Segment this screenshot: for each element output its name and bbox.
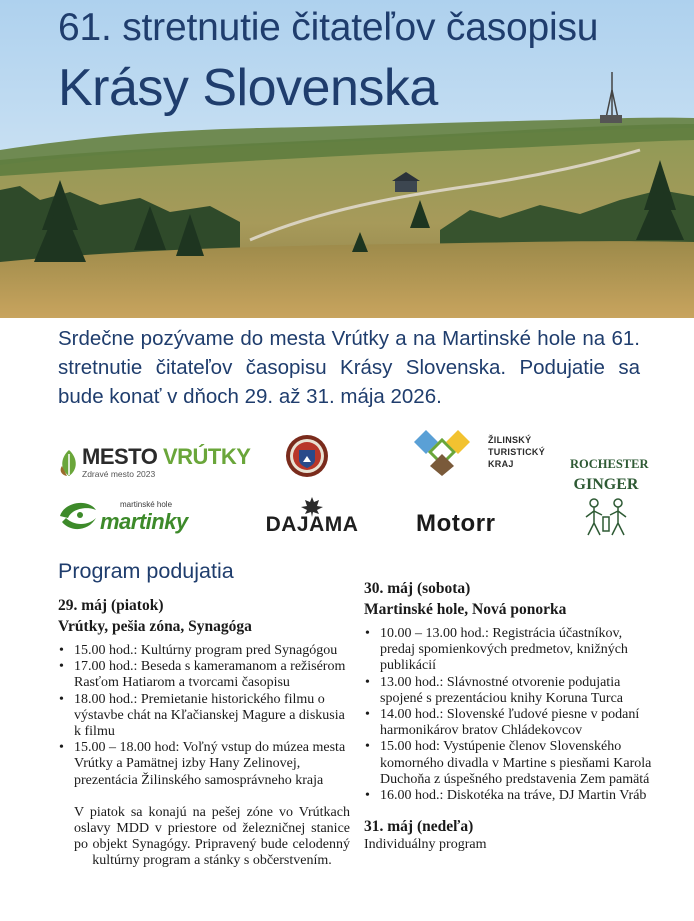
zilina-logo-text: ŽILINSKÝ TURISTICKÝ KRAJ (488, 435, 545, 469)
list-item: • 14.00 hod.: Slovenské ľudové piesne v podaní harmonikárov bratov Chládekovcov (364, 707, 660, 739)
rochester-logo-bottom: GINGER (573, 476, 639, 493)
day2-date: 30. máj (sobota) (364, 580, 471, 597)
list-item: • 13.00 hod.: Slávnostné otvorenie podujatia spojené s prezentáciou knihy Koruna Turca (364, 675, 660, 707)
program-day2-day3 (364, 578, 660, 853)
page-title-line1: 61. stretnutie čitateľov časopisu (58, 6, 599, 49)
day2-list (364, 626, 660, 804)
program-day1 (58, 595, 350, 870)
vrutky-logo-subtitle: Zdravé mesto 2023 (82, 469, 156, 479)
day1-place: Vrútky, pešia zóna, Synagóga (58, 618, 252, 635)
ginger-figures-icon (570, 495, 642, 539)
rochester-logo-top: ROCHESTER (570, 457, 649, 471)
day1-note: V piatok sa konajú na pešej zóne vo Vrútkach oslavy MDD v priestore od železničnej stanice po objekt Synagógy. Pripravený bude celodenný kultúrny program a stánky s občerstvením. (74, 804, 350, 869)
day3-date: 31. máj (nedeľa) (364, 818, 474, 836)
dajama-logo-text: DAJAMA (265, 513, 359, 536)
list-item: • 18.00 hod.: Premietanie historického filmu o výstavbe chát na Kľačianskej Magure a diskusia k filmu (58, 692, 350, 741)
zilina-diamond-icon (410, 426, 476, 476)
header-landscape-photo (0, 0, 694, 318)
martinky-logo-big: martinky (100, 509, 188, 534)
day3-text: Individuálny program (364, 837, 487, 853)
day1-list (58, 643, 350, 789)
mesto-vrutky-logo (58, 444, 251, 484)
martinky-swoosh-icon (58, 496, 98, 536)
list-item: • 15.00 hod: Vystúpenie členov Slovenského komorného divadla v Martine s piesňami Karola Duchoňa z úspešného predstavenia Zem pamätá (364, 739, 660, 788)
list-item: • 15.00 – 18.00 hod: Voľný vstup do múzea mesta Vrútky a Pamätnej izby Hany Zelinovej, prezentácia Žilinského samosprávneho kraja (58, 740, 350, 789)
dajama-logo (258, 497, 366, 539)
list-item: • 16.00 hod.: Diskotéka na tráve, DJ Martin Vráb (364, 788, 660, 804)
zilinsky-turisticky-kraj-logo (410, 426, 580, 478)
intro-paragraph: Srdečne pozývame do mesta Vrútky a na Martinské hole na 61. stretnutie čitateľov časopisu Krásy Slovenska. Podujatie sa bude konať v dňoch 29. až 31. mája 2026. (58, 327, 640, 408)
leaf-icon (58, 448, 80, 478)
program-heading: Program podujatia (58, 559, 234, 583)
motorr-logo: Motorr (416, 510, 496, 537)
slovak-club-seal-icon (285, 434, 329, 478)
page-title-line2: Krásy Slovenska (58, 59, 438, 117)
list-item: • 17.00 hod.: Beseda s kameramanom a režisérom Rasťom Hatiarom a tvorcami časopisu (58, 659, 350, 691)
vrutky-logo-word2: VRÚTKY (162, 444, 251, 469)
vrutky-logo-name (82, 444, 250, 470)
day1-date: 29. máj (piatok) (58, 597, 164, 614)
martinky-logo-small: martinské hole (120, 500, 173, 509)
day2-place: Martinské hole, Nová ponorka (364, 601, 567, 618)
vrutky-logo-word1: MESTO (82, 444, 158, 469)
list-item: • 15.00 hod.: Kultúrny program pred Synagógou (58, 643, 350, 659)
martinky-logo (58, 494, 188, 540)
list-item: • 10.00 – 13.00 hod.: Registrácia účastníkov, predaj spomienkových predmetov, knižných publikácií (364, 626, 660, 675)
rochester-ginger-logo (570, 457, 649, 541)
